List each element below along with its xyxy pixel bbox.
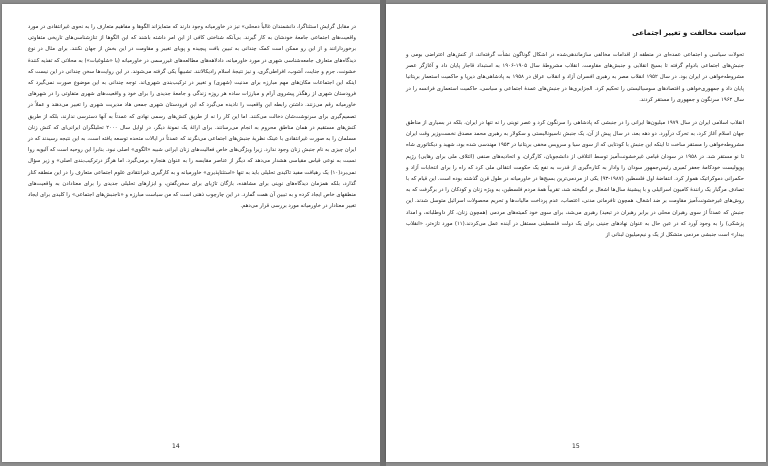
right-page — [386, 4, 766, 462]
left-paragraph-1: در مقابل گرایش استثناگرا، دانشمندان غالباً دمحلی» نیز در خاورمیانه وجود دارند که متمایزاند الگوها و مفاهیم متعارف را به نحوی غیرانتقادی در مورد واقعیت‌های اجتماعی جامعهٔ خودشان به کار گیرند. بی‌آنکه شناختی کافی از این امر داشته باشند که این الگوها از تنازشناسی‌های تاریخی متفاوتی برخوردارانند و از این رو ممکن است کمک چندانی به تبیین بافت پیچیده و پویای تغییر و مقاومت در این بخش از جهان نکنند. برای مثال در نوع دیدگاه‌های متعارف جامعه‌شناسی شهری در مورد خاورمیانه، دادلاهه‌های مطالعه‌های غیررسمی در خاورمیانه (یا «شلوغیات») به محلاتی که تفذیه کنندهٔ خشونت، جرم و جنایت، آشوب، افراطی‌گری، و نیز نتیجهٔ اسلام رادیکالانند. تشبیهاً یکی گرفته می‌شوند. در این روایت‌ها سخن چندانی در این نیست که اینکه این اجتماعات مکان‌های مهم مبارزه برای مدنیت (شهری) و تغییر در ترکیب‌بندی شهری‌اند. توجه چندانی به این موضوع صورت نمی‌گیرد که فرودستان شهری از رهگذر پیشروی آرام و مبارزات ساده هر روزه زندگی و جامعهٔ جدیدی را برای خود و واقعیت‌های شهری متفاوتی را در شهرهای خاورمیانه رقم می‌زنند. داشتن رابطه این واقعیت را نادیده می‌گیرد که این فرودستان شهری جمعی هاد مدیریت شهری را تغییر می‌دهند و عملاً در تصمیم‌گیری برای سرنوشت‌شان دخالت می‌کنند. اما این کار را نه از طریق کنش‌های رسمی نهادی که عمدتاً به آنها دسترسی ندارند، بلکه از طریق کنش‌های مستقیم در همان مناطق محروم به انجام می‌رسانند. برای ارائهٔ یک نمونهٔ دیگر، در اوایل سال ۲۰۰۰ تحلیلگران ایرانی‌ای که کنش زنان مسلمان را به صورت غیرانتقادی با عینک نظریهٔ جنبش‌های اجتماعی می‌نگرند که عمدتاً در ایالات متحده توسعه یافته است، به این نتیجه رسیدند که در ایران چیزی به نام جنبش زنان وجود ندارد. زیرا ویژگی‌های خاص فعالیت‌های زنان ایرانی شبیه «الگوی» اصلی نبود. بنابرا این روحیه است که آلیویه روا نسبت به نوعی قیاس مقیاسی هشدار می‌دهد که دیگر از عناصر مقایسه را به عنوان هنجاره برمی‌گیرد. اما هرگز درترکیب‌بندی اصلی» و زیر سؤال نمی‌برد(۱۰) یک رهیافت مفید تاکیدی تحلیلی باید به تنها «استثناپذیری» خاورمیانه و به کارگیری غیرانتقادی علوم اجتماعی متعارف را در این منطقه کنار گذارد، بلکه همزمان دیدگاه‌های نوینی برای مشاهده، بازگان تاژیای برای سخن‌گفتن، و ابزارهای تحلیلی جدیدی را برای معنادادن به واقعیت‌های منطقهای خاص ایجاد کرده و به تبیین آن همت گمارد. در این چارچوب ذهنی است که من سیاست مبارزه و «ناجنبش‌های اجتماعی» را کلیدی برای ایجاد تغییر معنادار در خاورمیانه مورد بررسی قرار می‌دهم. — [28, 24, 356, 210]
right-page-body — [406, 50, 744, 241]
right-page-number: 15 — [572, 443, 580, 450]
right-paragraph-2: انقلاب اسلامی ایران در سال ۱۹۷۹ میلیون‌ها ایرانی را در جنبشی که پادشاهی را سرنگون کرد و عصر نوینی را نه تنها در ایران، بلکه در بسیاری از مناطق جهان اسلام آغاز کرد، به تحرک درآورد. دو دهه بعد، در سال پیش از آن، یک جنبش ناسیونالیستی و سکولار به رهبری محمد مصدق نخست‌وزیر وقت ایران مشروطه‌خواهی را مستقر ساخت تا اینکه این جنبش با کودتایی که از سوی سیا و سرویس مخفی بریتانیا در ۱۹۵۳ مهندسی شده بود، شهید و دیکتاتوری شاه تا نو مستقر شد. در ۱۹۵۸ در سودان قیامی غیرخشونت‌آمیز توسط ائتلافی از دانشجویان، کارگران، و اتحادیه‌های صنفی (ائتلاف ملی برای رهایی) رژیم پوپولیست خودکامهٔ جعفر نُمیری رئیس‌جمهور سودان را وادار به کناره‌گیری از قدرت به نفع یک حکومت انتقالی ملی کرد که راه را برای انتخابات آزاد و حکمرانی دموکراتیک هموار کرد. انتفاضهٔ اول فلسطین (۱۹۸۷-۹۳) یکی از مردمی‌ترین بسیج‌ها در خاورمیانه در طول قرن گذشته بوده است. این قیام که با تصادف مرگبار یک رانندهٔ کامیون اسرائیلی و با پیشینهٔ سال‌ها اشغال بر انگیخته شد، تقریباً همهٔ مردم فلسطین، به ویژه زنان و کودکان را در برگرفت که به روش‌های غیرخشونت‌آمیز مقاومت بر ضد اشغال، همچون نافرمانی مدنی، اعتصاب، عدم پرداخت مالیات‌ها و تحریم محصولات اسرائیل متوسل شدند. این جنبش که عمدتاً از سوی رهبران محلی در برابر رهبران در تبعید) رهبری می‌شد، برای سوی خود کمیته‌های مردمی (همچون زنان، کار داوطلبانه، و امداد پزشکی) را به وجود آورد که در عین حال به عنوان نهادهای جنینی برای یک دولت فلسطینی مستقل در آینده عمل می‌کردند.(۱۱) مورد تازه‌تر، «انقلاب بیدار» است جنبشی مردمی متشکل از یک و نیم‌میلیون لبنانی از — [406, 120, 745, 239]
left-page — [2, 4, 380, 462]
section-title: سیاست مخالفت و تغییر اجتماعی — [632, 29, 746, 37]
right-paragraph-1: تحولات سیاسی و اجتماعی عمده‌ای در منطقه از اقدامات مخالفی سازماندهی‌شده در اشکال گوناگون نشأت گرفته‌اند، از کنش‌های اعتراضی بومی و جنبش‌های اجتماعی بادوام گرفته تا بسیج انقلابی و جنبش‌های مقاومت. انقلاب مشروطهٔ سال ۱۹۰۵-۱۹۰۶ به استبداد قاجار پایان داد و آغازگر عصر مشروطه‌خواهی در ایران بود. در سال ۱۹۵۲ انقلاب مصر به رهبری افسران آزاد و انقلاب عراق در ۱۹۵۸ به پادشاهی‌های دیرپا و حاکمیت استعمار بریتانیا پایان داد و جمهوری‌خواهی و اقتصادهای سوسیالیستی را تحکیم کرد. الجزایری‌ها در جنبش‌های عمدهٔ اجتماعی و سیاسی، حاکمیت استعماری فرانسه را در سال ۱۹۶۲ سرنگون و جمهوری را مستقر کردند. — [406, 52, 745, 103]
left-page-number: 14 — [172, 443, 180, 450]
left-page-body — [28, 22, 356, 212]
